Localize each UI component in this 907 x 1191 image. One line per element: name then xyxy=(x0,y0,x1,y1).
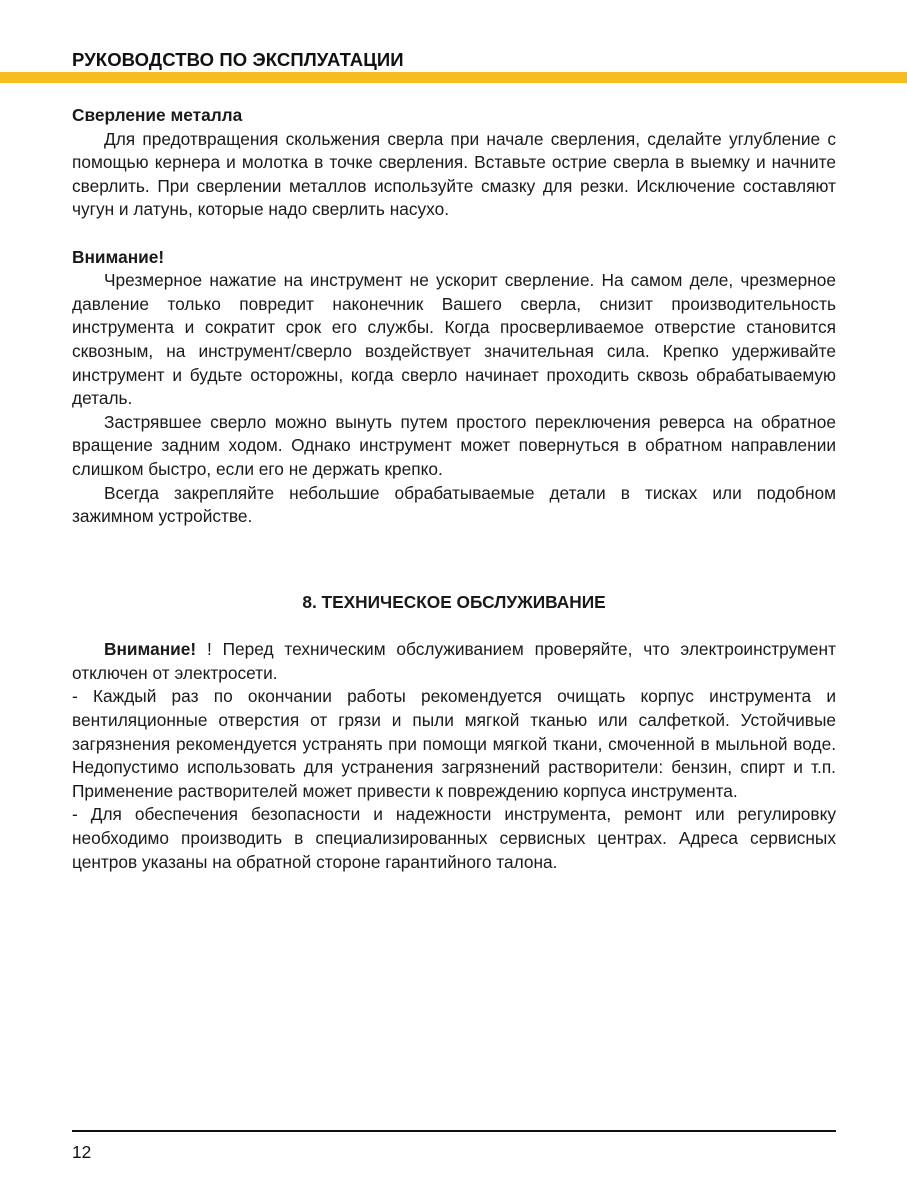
header-accent-bar xyxy=(0,72,907,83)
maintenance-item-1: - Каждый раз по окончании работы рекомендуется очищать корпус инструмента и вентиляционные отверстия от грязи и пыли мягкой тканью или салфеткой. Устойчивые загрязнения рекомендуется устранять при помощи мягкой ткани, смоченной в мыльной воде. Недопустимо использовать для устранения загрязнений растворители: бензин, спирт и т.п. Применение растворителей может привести к повреждению корпуса инструмента. xyxy=(72,686,836,801)
maintenance-warning xyxy=(72,638,836,685)
maintenance-warning-label: Внимание! xyxy=(104,639,197,660)
footer-divider xyxy=(72,1130,836,1132)
page-number: 12 xyxy=(72,1142,92,1162)
attention-paragraph-1: Чрезмерное нажатие на инструмент не ускорит сверление. На самом деле, чрезмерное давление только повредит наконечник Вашего сверла, снизит производительность инструмента и сократит срок его службы. Когда просверливаемое отверстие становится сквозным, на инструмент/сверло воздействует значительная сила. Крепко удерживайте инструмент и будьте осторожны, когда сверло начинает проходить сквозь обрабатываемую деталь. xyxy=(72,270,836,409)
maintenance-warning-text: ! Перед техническим обслуживанием проверяйте, что электроинструмент отключен от электросети. xyxy=(72,639,836,683)
attention-heading: Внимание! xyxy=(72,246,165,267)
drilling-metal-paragraph: Для предотвращения скольжения сверла при начале сверления, сделайте углубление с помощью кернера и молотка в точке сверления. Вставьте острие сверла в выемку и начните сверлить. При сверлении металлов используйте смазку для резки. Исключение составляют чугун и латунь, которые надо сверлить насухо. xyxy=(72,128,836,220)
drilling-metal-heading: Сверление металла xyxy=(72,105,243,125)
maintenance-section-title: 8. ТЕХНИЧЕСКОЕ ОБСЛУЖИВАНИЕ xyxy=(302,591,606,612)
attention-paragraph-2: Застрявшее сверло можно вынуть путем простого переключения реверса на обратное вращение задним ходом. Однако инструмент может повернуться в обратном направлении слишком быстро, если его не держать крепко. xyxy=(72,411,836,479)
page-content xyxy=(72,104,836,874)
maintenance-item-2: - Для обеспечения безопасности и надежности инструмента, ремонт или регулировку необходимо производить в специализированных сервисных центрах. Адреса сервисных центров указаны на обратной стороне гарантийного талона. xyxy=(72,804,836,872)
document-header-title: РУКОВОДСТВО ПО ЭКСПЛУАТАЦИИ xyxy=(72,49,404,70)
attention-paragraph-3: Всегда закрепляйте небольшие обрабатываемые детали в тисках или подобном зажимном устройстве. xyxy=(72,482,836,527)
